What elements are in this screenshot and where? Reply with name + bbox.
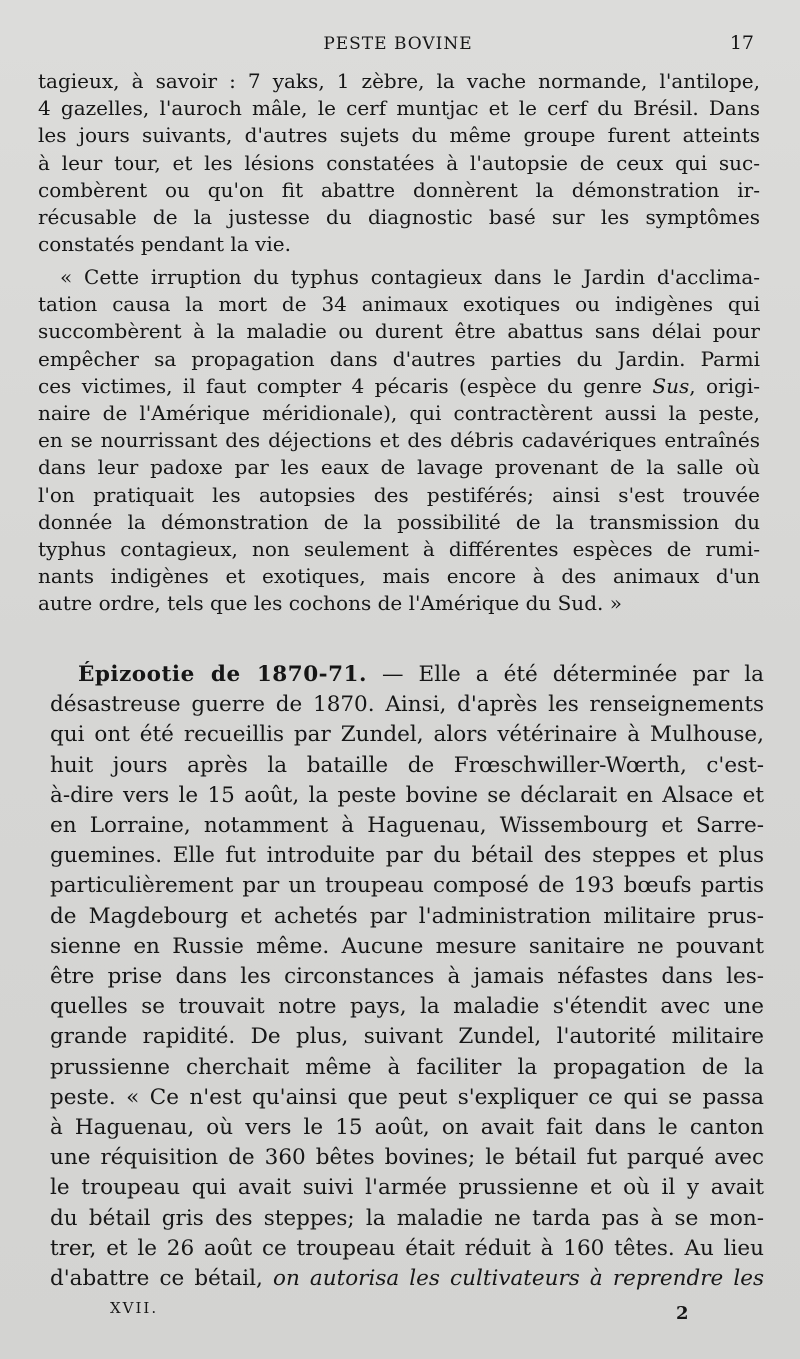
paragraph-1 [38,68,760,258]
text-line: grande rapidité. De plus, suivant Zundel, l'autorité militaire [50,1024,764,1050]
text-line: huit jours après la bataille de Frœschwiller-Wœrth, c'est- [50,752,764,778]
text-line: à-dire vers le 15 août, la peste bovine se déclarait en Alsace et [50,782,764,808]
text-line: 4 gazelles, l'auroch mâle, le cerf muntjac et le cerf du Brésil. Dans [38,96,760,121]
text-line: empêcher sa propagation dans d'autres parties du Jardin. Parmi [38,346,760,371]
genus-name: Sus [652,373,690,398]
text-segment: — Elle a été déterminée par la [367,662,765,687]
text-line-italic-end [50,1264,764,1294]
text-line: peste. « Ce n'est qu'ainsi que peut s'expliquer ce qui se passa [50,1084,764,1110]
text-line: autre ordre, tels que les cochons de l'Amérique du Sud. » [38,591,622,616]
text-line: qui ont été recueillis par Zundel, alors vétérinaire à Mulhouse, [50,722,764,748]
text-line: à leur tour, et les lésions constatées à l'autopsie de ceux qui suc- [38,150,760,175]
text-segment: ces victimes, il faut compter 4 pécaris (espèce du genre [38,373,653,398]
text-line: prussienne cherchait même à faciliter la propagation de la [50,1054,764,1080]
text-line: à Haguenau, où vers le 15 août, on avait fait dans le canton [50,1115,764,1141]
text-line: trer, et le 26 août ce troupeau était réduit à 160 têtes. Au lieu [50,1235,764,1261]
text-line: constatés pendant la vie. [38,232,291,257]
text-line: nants indigènes et exotiques, mais encore à des animaux d'un [38,564,760,589]
text-line: combèrent ou qu'on fit abattre donnèrent la démonstration ir- [38,177,760,202]
text-line: « Cette irruption du typhus contagieux dans le Jardin d'acclima- [60,265,760,289]
running-head [36,30,760,60]
text-line: sienne en Russie même. Aucune mesure sanitaire ne pouvant [50,933,764,959]
text-line: naire de l'Amérique méridionale), qui contractèrent aussi la peste, [38,401,760,426]
text-line: quelles se trouvait notre pays, la maladie s'étendit avec une [50,994,764,1020]
sheet-number: 2 [676,1303,689,1324]
paragraph-3 [50,660,764,1294]
text-line: typhus contagieux, non seulement à différentes espèces de rumi- [38,537,760,562]
italic-phrase: on autorisa les cultivateurs à reprendre les [273,1266,765,1292]
text-segment: d'abattre ce bétail, [50,1266,274,1292]
text-line: l'on pratiquait les autopsies des pestiférés; ainsi s'est trouvée [38,482,760,507]
section-heading: Épizootie de 1870-71. [78,662,367,687]
text-line: donnée la démonstration de la possibilité de la transmission du [38,509,760,534]
text-segment: , origi- [689,373,760,398]
page-number: 17 [729,32,754,54]
text-line: être prise dans les circonstances à jamais néfastes dans les- [50,964,764,990]
text-line: le troupeau qui avait suivi l'armée prussienne et où il y avait [50,1175,764,1201]
text-line: en Lorraine, notamment à Haguenau, Wissembourg et Sarre- [50,813,764,839]
text-line: une réquisition de 360 bêtes bovines; le bétail fut parqué avec [50,1145,764,1171]
text-line-genus [38,373,760,400]
text-line: désastreuse guerre de 1870. Ainsi, d'après les renseignements [50,692,764,718]
text-line: les jours suivants, d'autres sujets du même groupe furent atteints [38,123,760,148]
text-line: tation causa la mort de 34 animaux exotiques ou indigènes qui [38,292,760,317]
text-line: du bétail gris des steppes; la maladie ne tarda pas à se mon- [50,1205,764,1231]
section-heading-line [50,660,764,690]
running-title: PESTE BOVINE [323,34,473,54]
text-line: dans leur padoxe par les eaux de lavage provenant de la salle où [38,455,760,480]
paragraph-2 [38,264,760,618]
signature-mark: XVII. [110,1299,159,1317]
text-line: succombèrent à la maladie ou durent être abattus sans délai pour [38,319,760,344]
text-line: guemines. Elle fut introduite par du bétail des steppes et plus [50,843,764,869]
text-line: de Magdebourg et achetés par l'administration militaire prus- [50,903,764,929]
text-line: tagieux, à savoir : 7 yaks, 1 zèbre, la vache normande, l'antilope, [38,69,760,93]
text-line: en se nourrissant des déjections et des débris cadavériques entraînés [38,428,760,453]
text-line: particulièrement par un troupeau composé de 193 bœufs partis [50,873,764,899]
text-line: récusable de la justesse du diagnostic basé sur les symptômes [38,205,760,230]
